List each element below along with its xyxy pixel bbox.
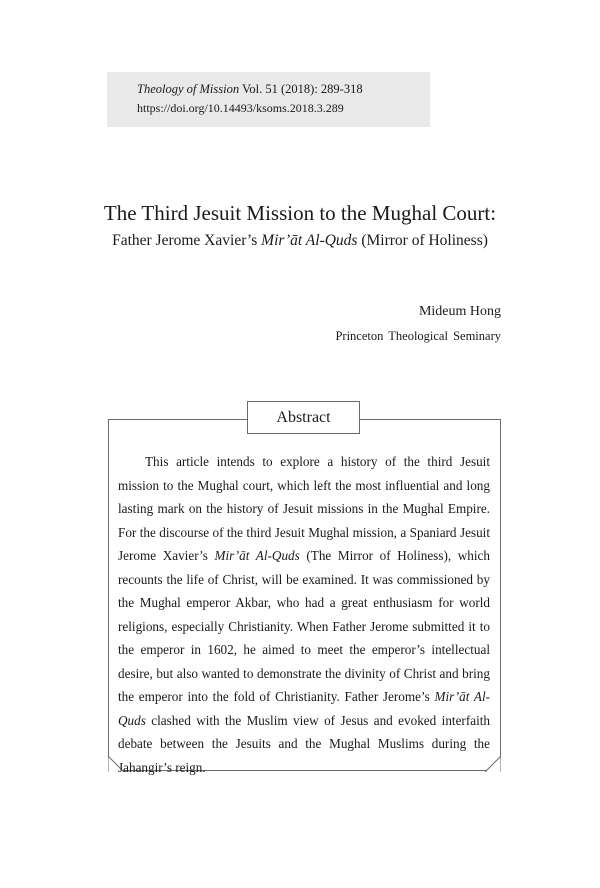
article-title: The Third Jesuit Mission to the Mughal Court: xyxy=(103,201,497,225)
abstract-body xyxy=(118,450,490,779)
abstract-italic-work: Mir’āt Al-Quds xyxy=(118,689,490,728)
subtitle-italic-work: Mir’āt Al-Quds xyxy=(261,232,358,249)
abstract-italic-work: Mir’āt Al-Quds xyxy=(214,548,300,563)
abstract-text-part: This article intends to explore a history of the third Jesuit mission to the Mughal court, which left the most influential and long lasting mark on the history of Jesuit missions in the Mughal Empire. For the discourse of the third Jesuit Mughal mission, a Spaniard Jesuit Jerome Xavier’s xyxy=(118,454,490,563)
author-name: Mideum Hong xyxy=(418,304,501,319)
abstract-heading: Abstract xyxy=(247,401,360,434)
article-subtitle xyxy=(0,232,600,250)
abstract-paragraph xyxy=(118,450,490,779)
subtitle-suffix: (Mirror of Holiness) xyxy=(357,232,488,249)
abstract-text-part: (The Mirror of Holiness), which recounts the life of Christ, will be examined. It was commissioned by the Mughal emperor Akbar, who had a great enthusiasm for world religions, especially Christianity. When Father Jerome submitted it to the emperor in 1602, he aimed to meet the emperor’s intellectual desire, but also wanted to demonstrate the divinity of Christ and bring the emperor into the fold of Christianity. Father Jerome’s xyxy=(118,548,490,704)
volume-pages: Vol. 51 (2018): 289-318 xyxy=(239,82,363,96)
author-affiliation: Princeton Theological Seminary xyxy=(335,329,501,343)
subtitle-prefix: Father Jerome Xavier’s xyxy=(112,232,262,249)
citation-header xyxy=(107,72,430,127)
citation-line xyxy=(137,82,363,97)
doi-link[interactable]: https://doi.org/10.14493/ksoms.2018.3.289 xyxy=(137,101,344,115)
journal-name: Theology of Mission xyxy=(137,82,240,96)
abstract-text-part: clashed with the Muslim view of Jesus and evoked interfaith debate between the Jesuits and the Mughal Muslims during the Jahangir’s reign. xyxy=(118,712,490,775)
